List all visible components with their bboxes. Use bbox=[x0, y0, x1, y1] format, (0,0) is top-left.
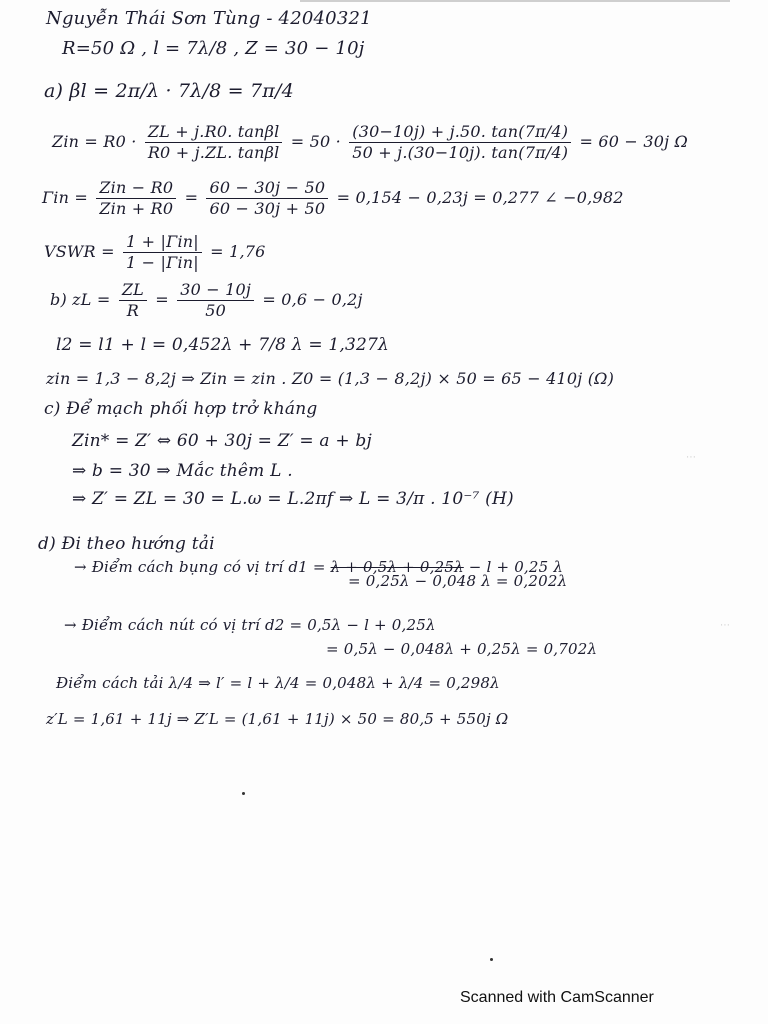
zl-prime-line: z′L = 1,61 + 11j ⇒ Z′L = (1,61 + 11j) × 50 = 80,5 + 550j Ω bbox=[46, 710, 509, 728]
page-top-edge bbox=[300, 0, 730, 2]
author-line: Nguyễn Thái Sơn Tùng - 42040321 bbox=[46, 8, 372, 29]
zl-result: = 0,6 − 0,2j bbox=[262, 290, 363, 309]
zin-formula bbox=[52, 122, 688, 163]
zin-equals: = 50 · bbox=[290, 132, 341, 151]
zl-denominator-numeric: 50 bbox=[205, 301, 226, 320]
zin-numerator-numeric: (30−10j) + j.50. tan(7π/4) bbox=[349, 122, 571, 143]
zin-denormalized-line: zin = 1,3 − 8,2j ⇒ Zin = zin . Z0 = (1,3 − 8,2j) × 50 = 65 − 410j (Ω) bbox=[46, 369, 615, 388]
zl-numerator: ZL bbox=[119, 280, 147, 301]
gamma-numerator: Zin − R0 bbox=[96, 178, 176, 199]
quarter-wave-line: Điểm cách tải λ/4 ⇒ l′ = l + λ/4 = 0,048λ + λ/4 = 0,298λ bbox=[56, 674, 500, 692]
zl-fraction bbox=[119, 280, 147, 321]
zl-fraction-numeric bbox=[177, 280, 254, 321]
part-d-title: d) Đi theo hướng tải bbox=[38, 534, 215, 554]
zin-fraction-numeric bbox=[349, 122, 571, 163]
vswr-numerator: 1 + |Γin| bbox=[123, 232, 202, 253]
zl-denominator: R bbox=[126, 301, 140, 320]
gamma-numerator-numeric: 60 − 30j − 50 bbox=[206, 178, 328, 199]
d1-tail: − l + 0,25 λ bbox=[468, 558, 564, 576]
zin-denominator-numeric: 50 + j.(30−10j). tan(7π/4) bbox=[352, 143, 569, 162]
zin-lhs: Zin = R0 · bbox=[52, 132, 137, 151]
gamma-equals: = bbox=[184, 188, 199, 207]
part-c-conjugate-line: Zin* = Z′ ⇔ 60 + 30j = Z′ = a + bj bbox=[72, 431, 372, 451]
zl-equals: = bbox=[155, 290, 169, 309]
zl-normalized-formula bbox=[50, 280, 363, 321]
zin-result: = 60 − 30j Ω bbox=[579, 132, 689, 151]
vswr-fraction bbox=[123, 232, 202, 273]
gamma-fraction bbox=[96, 178, 176, 219]
d1-result-line: = 0,25λ − 0,048 λ = 0,202λ bbox=[348, 572, 568, 590]
vswr-formula bbox=[44, 232, 266, 273]
d1-label: → Điểm cách bụng có vị trí d1 = bbox=[74, 558, 326, 576]
vswr-denominator: 1 − |Γin| bbox=[126, 253, 199, 272]
l2-line: l2 = l1 + l = 0,452λ + 7/8 λ = 1,327λ bbox=[56, 335, 390, 355]
gamma-result: = 0,154 − 0,23j = 0,277 ∠ −0,982 bbox=[336, 188, 624, 207]
gamma-denominator-numeric: 60 − 30j + 50 bbox=[209, 199, 326, 218]
scanner-watermark: Scanned with CamScanner bbox=[460, 989, 654, 1006]
vswr-lhs: VSWR = bbox=[44, 242, 115, 261]
d2-line: → Điểm cách nút có vị trí d2 = 0,5λ − l + 0,25λ bbox=[64, 616, 436, 634]
zin-denominator: R0 + j.ZL. tanβl bbox=[147, 143, 280, 162]
beta-l-line: a) βl = 2π/λ · 7λ/8 = 7π/4 bbox=[44, 80, 294, 102]
gamma-fraction-numeric bbox=[206, 178, 328, 219]
zin-numerator: ZL + j.R0. tanβl bbox=[145, 122, 283, 143]
scan-speck bbox=[242, 792, 245, 795]
gamma-formula bbox=[42, 178, 624, 219]
vswr-result: = 1,76 bbox=[210, 242, 266, 261]
part-c-inductor-line: ⇒ Z′ = ZL = 30 = L.ω = L.2πf ⇒ L = 3/π . 10⁻⁷ (H) bbox=[72, 489, 514, 509]
faint-bleed-mark: ⋯ bbox=[686, 452, 696, 463]
d1-struck-out-text: λ + 0,5λ + 0,25λ bbox=[330, 558, 464, 576]
zl-lhs: b) zL = bbox=[50, 290, 111, 309]
gamma-lhs: Γin = bbox=[42, 188, 89, 207]
part-c-b-line: ⇒ b = 30 ⇒ Mắc thêm L . bbox=[72, 461, 293, 481]
scan-speck bbox=[490, 958, 493, 961]
zin-fraction bbox=[145, 122, 283, 163]
faint-bleed-mark: ⋯ bbox=[720, 620, 730, 631]
d2-result-line: = 0,5λ − 0,048λ + 0,25λ = 0,702λ bbox=[326, 640, 598, 658]
gamma-denominator: Zin + R0 bbox=[99, 199, 174, 218]
part-c-title: c) Để mạch phối hợp trở kháng bbox=[44, 399, 318, 419]
given-values: R=50 Ω , l = 7λ/8 , Z = 30 − 10j bbox=[62, 38, 365, 59]
zl-numerator-numeric: 30 − 10j bbox=[177, 280, 254, 301]
